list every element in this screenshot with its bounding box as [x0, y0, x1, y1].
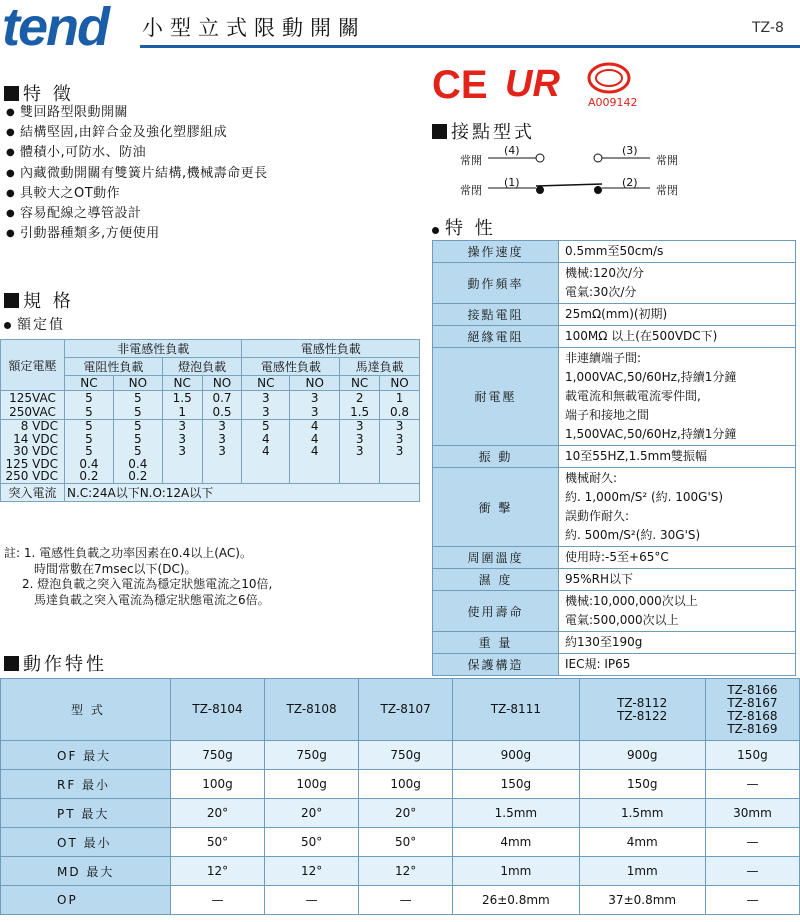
action-row [1, 741, 800, 770]
prop-key: 操作速度 [433, 241, 559, 263]
action-value: 1mm [579, 857, 705, 886]
action-value: — [705, 770, 799, 799]
prop-key: 保護構造 [433, 654, 559, 676]
action-value: 12° [265, 857, 359, 886]
prop-line: 0.5mm至50cm/s [565, 244, 664, 258]
prop-row [433, 304, 796, 326]
prop-value [559, 591, 796, 632]
spec-heading: 規 格 [4, 287, 74, 313]
prop-line: 約. 1,000m/S² (約. 100G'S) [565, 490, 724, 504]
prop-value [559, 547, 796, 569]
action-key: OF 最大 [1, 741, 171, 770]
prop-value [559, 632, 796, 654]
prop-value [559, 304, 796, 326]
prop-line: 約. 500m/S²(約. 30G'S) [565, 528, 701, 542]
action-value: — [359, 886, 453, 915]
rated-voltage-header: 額定電壓 [1, 340, 65, 391]
action-value: 4mm [579, 828, 705, 857]
header-rule [140, 45, 800, 48]
prop-key: 周圍溫度 [433, 547, 559, 569]
prop-line: 機械耐久: [565, 471, 618, 485]
dc-value: 3 3 3 [162, 420, 202, 484]
action-row [1, 799, 800, 828]
prop-line: 端子和接地之間 [565, 408, 650, 422]
action-value: 900g [453, 741, 579, 770]
action-key: MD 最大 [1, 857, 171, 886]
prop-line: 使用時:-5至+65°C [565, 550, 669, 564]
terminal-3: (3) [622, 144, 638, 157]
ul-icon [503, 62, 571, 104]
model-header: TZ-8107 [359, 679, 453, 741]
feature-item: ● 體積小,可防水、防油 [6, 143, 268, 163]
ac-value: 0.7 0.5 [202, 391, 242, 420]
model-label: TZ-8 [752, 20, 784, 36]
inrush-label: 突入電流 [1, 483, 65, 501]
ul-mark [503, 62, 571, 108]
prop-value [559, 468, 796, 547]
prop-value [559, 654, 796, 676]
note-2b: 馬達負載之突入電流為穩定狀態電流之6倍。 [34, 592, 270, 607]
action-value: 750g [171, 741, 265, 770]
inrush-value: N.C:24A以下N.O:12A以下 [65, 483, 420, 501]
prop-value [559, 348, 796, 446]
features-list [6, 103, 268, 244]
ac-value: 2 1.5 [340, 391, 380, 420]
action-value: 750g [359, 741, 453, 770]
prop-key: 濕 度 [433, 569, 559, 591]
action-value: 20° [265, 799, 359, 828]
prop-line: 電氣:500,000次以上 [565, 613, 679, 627]
action-table [0, 678, 800, 915]
prop-key: 振 動 [433, 446, 559, 468]
prop-key: 耐電壓 [433, 348, 559, 446]
prop-line: 1,500VAC,50/60Hz,持續1分鐘 [565, 427, 737, 441]
ac-value: 3 3 [290, 391, 340, 420]
action-value: 100g [359, 770, 453, 799]
ac-value: 1.5 1 [162, 391, 202, 420]
action-value: 30mm [705, 799, 799, 828]
prop-value [559, 241, 796, 263]
dc-value: 5 5 5 0.4 0.2 [113, 420, 162, 484]
ce-mark [432, 64, 488, 108]
action-value: 1.5mm [453, 799, 579, 828]
action-value: — [705, 828, 799, 857]
terminal-4: (4) [504, 144, 520, 157]
prop-line: 100MΩ 以上(在500VDC下) [565, 329, 718, 343]
action-row [1, 886, 800, 915]
no-label-left: 常開 [460, 154, 482, 167]
res-header: 電阻性負載 [65, 358, 163, 376]
ul-code: A009142 [588, 96, 638, 109]
dc-value: 5 4 4 [242, 420, 290, 484]
model-header: TZ-8111 [453, 679, 579, 741]
no-header: NO [290, 376, 340, 391]
prop-row [433, 468, 796, 547]
model-header: TZ-8104 [171, 679, 265, 741]
prop-line: 1,000VAC,50/60Hz,持續1分鐘 [565, 370, 737, 384]
prop-line: 非連續端子間: [565, 351, 642, 365]
ac-value: 1 0.8 [380, 391, 420, 420]
prop-value [559, 326, 796, 348]
page-title: 小型立式限動開關 [142, 16, 366, 40]
no-label-right: 常開 [656, 154, 678, 167]
feature-item: ● 內藏微動開關有雙簧片結構,機械壽命更長 [6, 164, 268, 184]
action-row [1, 857, 800, 886]
action-value: — [171, 886, 265, 915]
prop-line: 誤動作耐久: [565, 509, 630, 523]
action-key: OP [1, 886, 171, 915]
dc-value: 3 3 3 [380, 420, 420, 484]
action-row [1, 828, 800, 857]
spec-subtitle: 額定值 [4, 314, 65, 334]
prop-line: 機械:120次/分 [565, 266, 644, 280]
model-header: TZ-8166 TZ-8167 TZ-8168 TZ-8169 [705, 679, 799, 741]
action-value: 20° [359, 799, 453, 828]
no-header: NO [202, 376, 242, 391]
svg-text:CE: CE [432, 64, 488, 104]
action-value: 100g [171, 770, 265, 799]
ac-value: 3 3 [242, 391, 290, 420]
prop-value [559, 446, 796, 468]
action-value: 50° [171, 828, 265, 857]
dc-value: 5 5 5 0.4 0.2 [65, 420, 114, 484]
action-value: — [705, 886, 799, 915]
prop-row [433, 446, 796, 468]
features-heading: 特 徵 [4, 80, 74, 106]
prop-row [433, 263, 796, 304]
model-header: TZ-8112 TZ-8122 [579, 679, 705, 741]
svg-text:UR: UR [505, 63, 560, 104]
switch-icon [432, 142, 692, 202]
model-header: TZ-8108 [265, 679, 359, 741]
type-label: 型 式 [1, 679, 171, 741]
ccc-icon [585, 62, 635, 96]
feature-item: ● 雙回路型限動開關 [6, 103, 268, 123]
feature-item: ● 結構堅固,由鋅合金及強化塑膠組成 [6, 123, 268, 143]
prop-line: 10至55HZ,1.5mm雙振幅 [565, 449, 708, 463]
prop-key: 衝 擊 [433, 468, 559, 547]
ac-value: 5 5 [113, 391, 162, 420]
prop-key: 重 量 [433, 632, 559, 654]
prop-row [433, 326, 796, 348]
feature-item: ● 引動器種類多,方便使用 [6, 224, 268, 244]
prop-row [433, 241, 796, 263]
prop-line: 電氣:30次/分 [565, 285, 637, 299]
action-row [1, 770, 800, 799]
action-value: — [705, 857, 799, 886]
prop-line: 機械:10,000,000次以上 [565, 594, 698, 608]
prop-row [433, 632, 796, 654]
action-value: 50° [265, 828, 359, 857]
prop-line: 載電流和無載電流零件間, [565, 389, 701, 403]
prop-key: 動作頻率 [433, 263, 559, 304]
no-header: NO [380, 376, 420, 391]
prop-key: 使用壽命 [433, 591, 559, 632]
action-heading: 動作特性 [4, 650, 107, 676]
action-value: 37±0.8mm [579, 886, 705, 915]
nc-header: NC [242, 376, 290, 391]
nc-label-left: 常閉 [460, 184, 482, 197]
action-value: 20° [171, 799, 265, 828]
action-key: RF 最小 [1, 770, 171, 799]
action-value: 1mm [453, 857, 579, 886]
contact-heading: 接點型式 [432, 118, 535, 144]
action-value: 150g [579, 770, 705, 799]
action-value: 12° [171, 857, 265, 886]
ac-voltage: 125VAC 250VAC [1, 391, 65, 420]
ac-value: 5 5 [65, 391, 114, 420]
properties-table [432, 240, 796, 676]
prop-row [433, 654, 796, 676]
feature-item: ● 容易配線之導管設計 [6, 204, 268, 224]
dc-value: 3 3 3 [202, 420, 242, 484]
dc-value: 4 4 4 [290, 420, 340, 484]
prop-row [433, 591, 796, 632]
prop-line: IEC規: IP65 [565, 657, 631, 671]
action-value: 750g [265, 741, 359, 770]
nc-header: NC [340, 376, 380, 391]
prop-line: 25mΩ(mm)(初期) [565, 307, 668, 321]
prop-line: 95%RH以下 [565, 572, 634, 586]
nc-label-right: 常閉 [656, 184, 678, 197]
no-header: NO [113, 376, 162, 391]
action-value: 900g [579, 741, 705, 770]
prop-value [559, 569, 796, 591]
ccc-mark [585, 62, 635, 100]
action-value: 50° [359, 828, 453, 857]
ce-icon [432, 64, 488, 104]
action-header-row [1, 679, 800, 741]
nc-header: NC [65, 376, 114, 391]
action-value: 4mm [453, 828, 579, 857]
terminal-2: (2) [622, 176, 638, 189]
nonind-header: 非電感性負載 [65, 340, 242, 358]
notes [4, 546, 272, 608]
note-1b: 時間常數在7msec以下(DC)。 [34, 561, 197, 576]
nc-header: NC [162, 376, 202, 391]
note-1: 註: 1. 電感性負載之功率因素在0.4以上(AC)。 [4, 546, 252, 560]
action-value: 12° [359, 857, 453, 886]
action-key: OT 最小 [1, 828, 171, 857]
prop-key: 絕緣電阻 [433, 326, 559, 348]
motor-header: 馬達負載 [340, 358, 420, 376]
lamp-header: 燈泡負載 [162, 358, 242, 376]
prop-row [433, 569, 796, 591]
feature-item: ● 具較大之OT動作 [6, 184, 268, 204]
ind-header: 電感性負載 [242, 340, 420, 358]
action-value: — [265, 886, 359, 915]
dc-voltage: 8 VDC 14 VDC 30 VDC 125 VDC 250 VDC [1, 420, 65, 484]
action-value: 26±0.8mm [453, 886, 579, 915]
prop-row [433, 547, 796, 569]
action-key: PT 最大 [1, 799, 171, 828]
action-value: 1.5mm [579, 799, 705, 828]
action-value: 150g [705, 741, 799, 770]
action-value: 150g [453, 770, 579, 799]
terminal-1: (1) [504, 176, 520, 189]
contact-diagram [432, 142, 692, 202]
dc-value: 3 3 3 [340, 420, 380, 484]
prop-value [559, 263, 796, 304]
prop-line: 約130至190g [565, 635, 643, 649]
prop-key: 接點電阻 [433, 304, 559, 326]
props-heading: 特 性 [432, 214, 496, 240]
rating-table [0, 339, 420, 502]
action-value: 100g [265, 770, 359, 799]
note-2: 2. 燈泡負載之突入電流為穩定狀態電流之10倍, [22, 577, 273, 591]
prop-row [433, 348, 796, 446]
brand-logo: tend [2, 0, 108, 57]
indl-header: 電感性負載 [242, 358, 340, 376]
